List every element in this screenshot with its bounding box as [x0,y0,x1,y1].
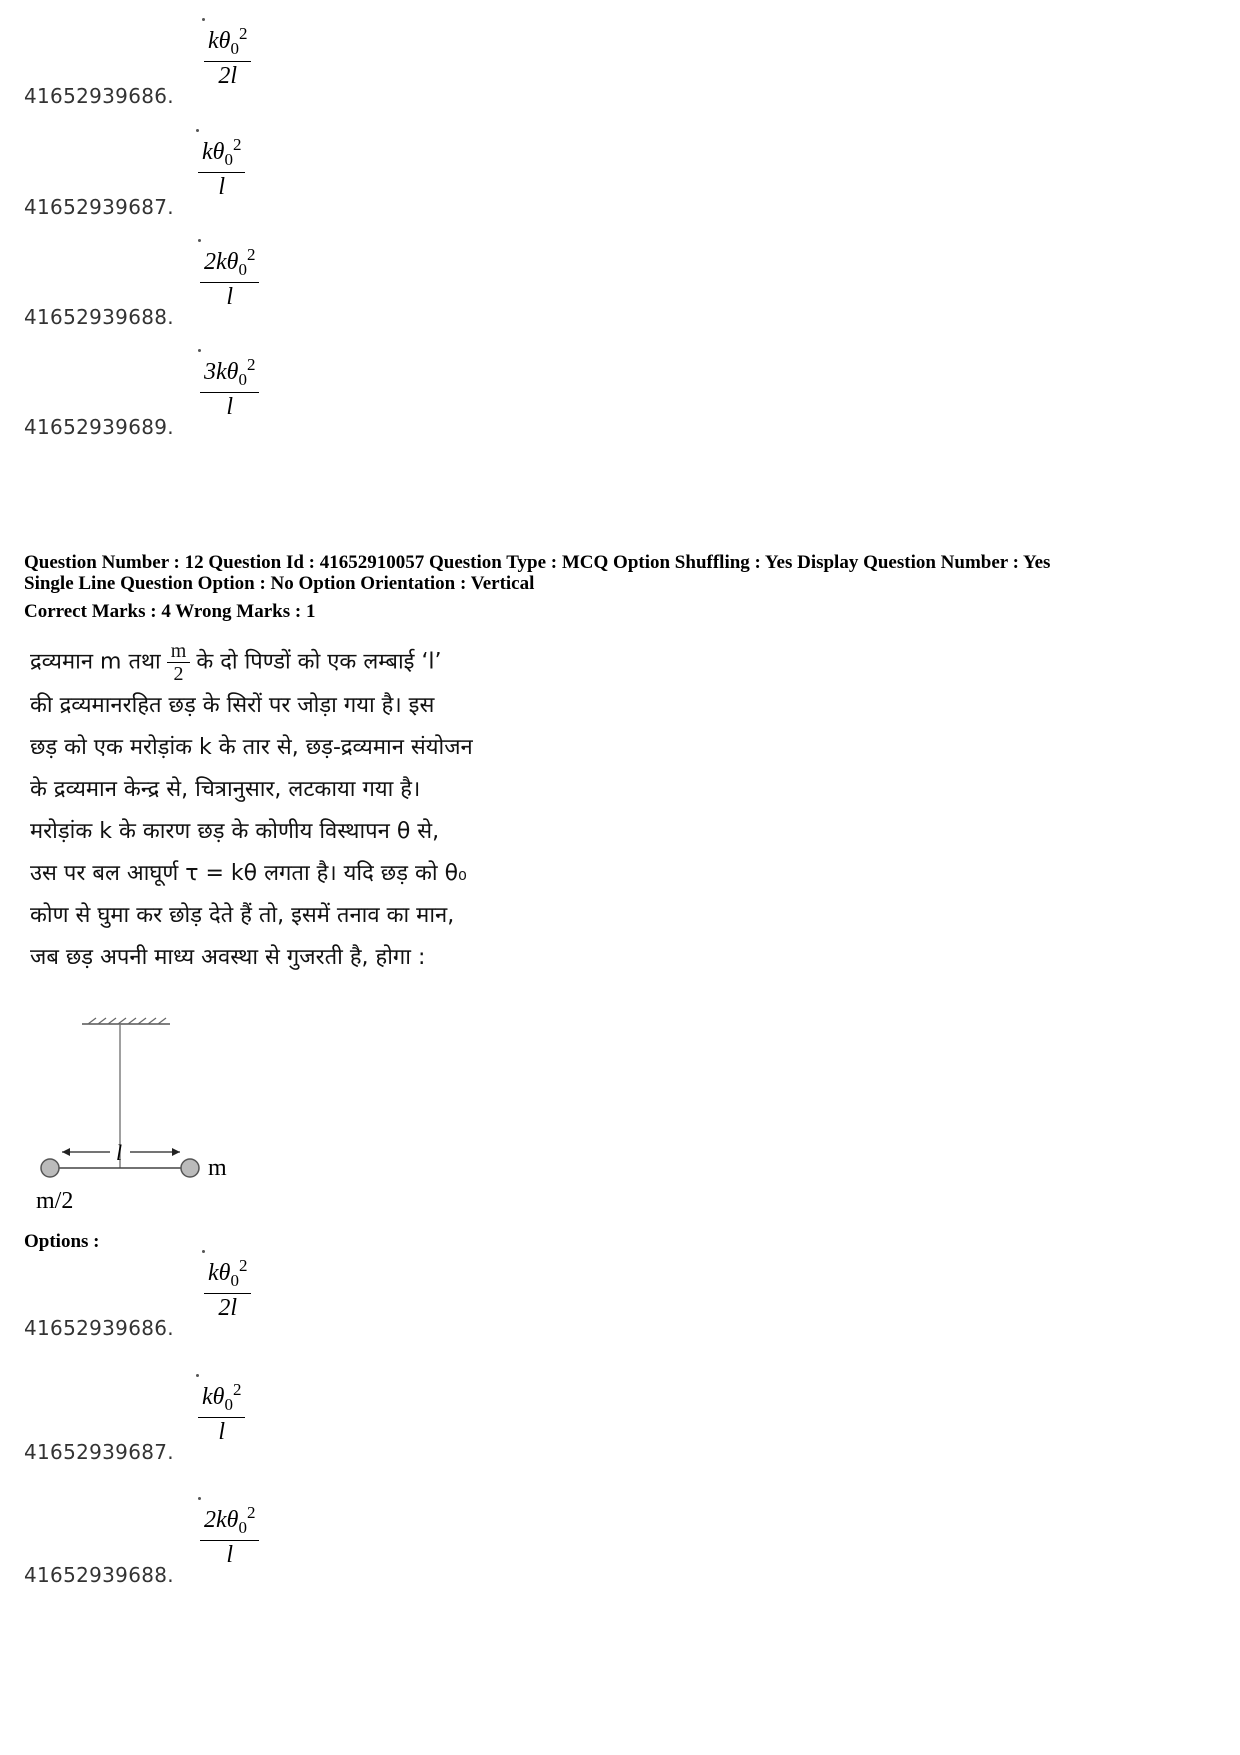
option-1 [24,1250,424,1340]
question-meta-line-1: Question Number : 12 Question Id : 41652910057 Question Type : MCQ Option Shuffling : Yes Display Question Number : Yes [24,552,1051,573]
question-line: मरोड़ांक k के कारण छड़ के कोणीय विस्थापन θ से, [30,819,440,844]
option-id: 41652939689. [24,415,174,439]
option-formula: $\frac{k\theta_0^2}{l}$ [198,1380,245,1446]
option-id: 41652939687. [24,195,174,219]
question-line: के द्रव्यमान केन्द्र से, चित्रानुसार, लटकाया गया है। [30,777,421,802]
option-2 [24,1374,424,1464]
option-formula: $\frac{2k\theta_0^2}{l}$ [200,1503,259,1569]
right-mass-label: m [208,1155,227,1181]
marker-dot [198,349,201,352]
option-3 [24,1497,424,1587]
length-label: l [116,1140,123,1165]
option-id: 41652939688. [24,305,174,329]
ceiling-hatching [88,1018,166,1024]
question-meta-line-2: Single Line Question Option : No Option Orientation : Vertical [24,573,535,594]
marker-dot [198,239,201,242]
marker-dot [202,18,205,21]
option-id: 41652939686. [24,84,174,108]
question-text [30,640,550,979]
option-id: 41652939688. [24,1563,174,1587]
torsion-pendulum-diagram [30,1010,270,1220]
marker-dot [196,1374,199,1377]
marker-dot [196,129,199,132]
option-formula: $\frac{2k\theta_0^2}{l}$ [200,245,259,311]
marker-dot [202,1250,205,1253]
option-formula: $\frac{k\theta_0^2}{2l}$ [204,24,251,90]
arrowhead-right [172,1148,180,1156]
option-2-top [24,129,424,219]
option-formula: $\frac{k\theta_0^2}{2l}$ [204,1256,251,1322]
mass-fraction: $\frac{m}{2}$ [167,640,191,685]
option-id: 41652939687. [24,1440,174,1464]
marker-dot [198,1497,201,1500]
option-formula: $\frac{3k\theta_0^2}{l}$ [200,355,259,421]
option-formula: $\frac{k\theta_0^2}{l}$ [198,135,245,201]
option-4-top [24,349,424,439]
question-line: की द्रव्यमानरहित छड़ के सिरों पर जोड़ा गया है। इस [30,693,435,718]
option-3-top [24,239,424,329]
question-line: कोण से घुमा कर छोड़ देते हैं तो, इसमें तनाव का मान, [30,903,455,928]
question-marks: Correct Marks : 4 Wrong Marks : 1 [24,601,316,622]
left-mass-label: m/2 [36,1188,74,1214]
option-id: 41652939686. [24,1316,174,1340]
arrowhead-left [62,1148,70,1156]
question-line: जब छड़ अपनी माध्य अवस्था से गुजरती है, होगा : [30,945,426,970]
question-line: छड़ को एक मरोड़ांक k के तार से, छड़-द्रव्यमान संयोजन [30,735,473,760]
question-line: उस पर बल आघूर्ण τ = kθ लगता है। यदि छड़ को θ₀ [30,861,467,886]
question-line-1: द्रव्यमान m तथा $\frac{m}{2}$ के दो पिण्डों को एक लम्बाई ‘l’ [30,640,442,685]
left-mass [41,1159,59,1177]
option-1-top [24,18,424,108]
right-mass [181,1159,199,1177]
options-heading: Options : [24,1231,100,1252]
